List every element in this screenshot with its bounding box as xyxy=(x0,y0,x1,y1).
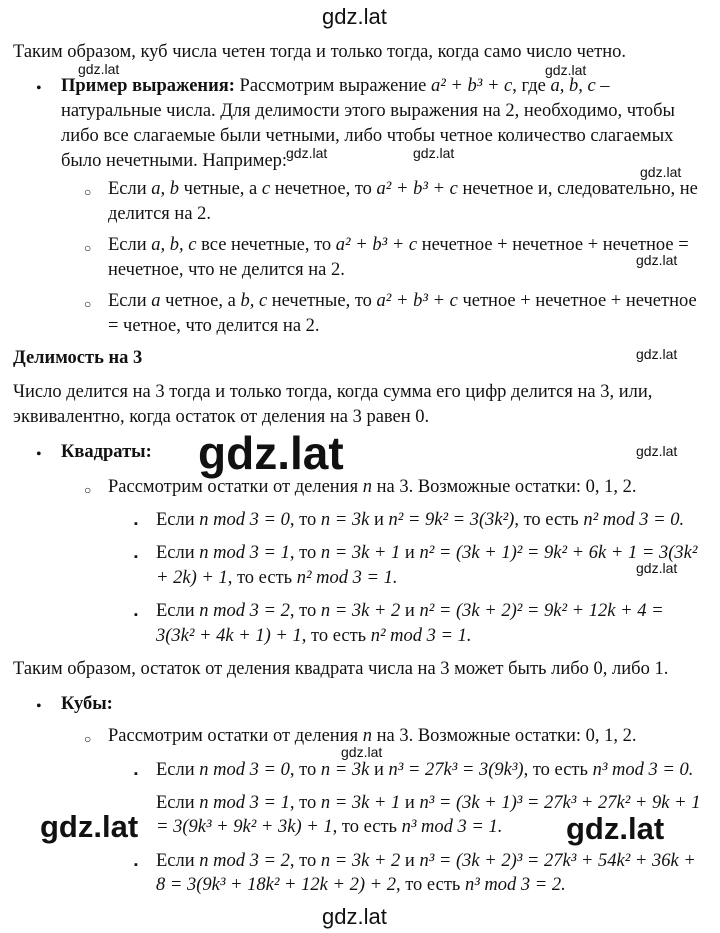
bullet-square: ▪ xyxy=(134,859,138,871)
squares-intro: Рассмотрим остатки от деления n на 3. Возможные остатки: 0, 1, 2. xyxy=(108,477,637,497)
watermark: gdz.lat xyxy=(286,145,328,161)
bullet-circle: ○ xyxy=(84,732,92,746)
watermark: gdz.lat xyxy=(636,252,678,268)
cubes-case-2-cont: 8 = 3(9k³ + 18k² + 12k + 2) + 2, то есть n³ mod 3 = 2. xyxy=(156,875,566,895)
bullet-circle: ○ xyxy=(84,185,92,199)
example-case-1: Если a, b четные, а c нечетное, то a² + b³ + c нечетное и, следовательно, не xyxy=(108,179,698,199)
bullet-circle: ○ xyxy=(84,297,92,311)
squares-case-2-cont: 3(3k² + 4k + 1) + 1, то есть n² mod 3 = 1. xyxy=(156,626,472,646)
watermark: gdz.lat xyxy=(341,744,383,760)
squares-case-2: Если n mod 3 = 2, то n = 3k + 2 и n² = (3k + 2)² = 9k² + 12k + 4 = xyxy=(156,601,664,621)
div3-paragraph-line-1: Число делится на 3 тогда и только тогда, когда сумма его цифр делится на 3, или, xyxy=(13,382,653,402)
bullet-dot: • xyxy=(36,698,42,715)
example-case-3-cont: = четное, что делится на 2. xyxy=(108,316,320,336)
bullet-square: ▪ xyxy=(134,609,138,621)
watermark: gdz.lat xyxy=(636,346,678,362)
watermark: gdz.lat xyxy=(636,443,678,459)
cubes-case-2: Если n mod 3 = 2, то n = 3k + 2 и n³ = (3k + 2)³ = 27k³ + 54k² + 36k + xyxy=(156,851,696,871)
div3-paragraph-line-2: эквивалентно, когда остаток от деления на 3 равен 0. xyxy=(13,407,430,427)
section-heading: Делимость на 3 xyxy=(13,348,143,368)
watermark: gdz.lat xyxy=(636,560,678,576)
example-case-3: Если a четное, а b, c нечетные, то a² + b³ + c четное + нечетное + нечетное xyxy=(108,291,697,311)
watermark: gdz.lat xyxy=(78,61,120,77)
watermark: gdz.lat xyxy=(413,145,455,161)
watermark-large: gdz.lat xyxy=(198,427,344,479)
bullet-square: ▪ xyxy=(134,551,138,563)
squares-label: Квадраты: xyxy=(61,442,152,462)
bullet-dot: • xyxy=(36,80,42,97)
watermark-large: gdz.lat xyxy=(566,811,665,846)
example-line-1: Пример выражения: Рассмотрим выражение a² + b³ + c, где a, b, c – xyxy=(61,76,610,96)
intro-paragraph: Таким образом, куб числа четен тогда и только тогда, когда само число четно. xyxy=(13,42,626,62)
bullet-square: ▪ xyxy=(134,768,138,780)
cubes-label: Кубы: xyxy=(61,694,113,714)
cubes-case-1: Если n mod 3 = 1, то n = 3k + 1 и n³ = (3k + 1)³ = 27k³ + 27k² + 9k + 1 xyxy=(156,793,701,813)
example-case-2: Если a, b, c все нечетные, то a² + b³ + c нечетное + нечетное + нечетное = xyxy=(108,235,689,255)
example-line-3: либо все слагаемые были четными, либо чтобы четное количество слагаемых xyxy=(61,126,674,146)
watermark-top: gdz.lat xyxy=(322,4,387,29)
math-expression: a² + b³ + c xyxy=(431,76,513,96)
watermark-bottom: gdz.lat xyxy=(322,904,387,929)
squares-case-1-cont: + 2k) + 1, то есть n² mod 3 = 1. xyxy=(156,568,398,588)
example-case-1-cont: делится на 2. xyxy=(108,204,212,224)
bullet-dot: • xyxy=(36,446,42,463)
squares-conclusion: Таким образом, остаток от деления квадрата числа на 3 может быть либо 0, либо 1. xyxy=(13,659,669,679)
bullet-circle: ○ xyxy=(84,483,92,497)
example-line-2: натуральные числа. Для делимости этого выражения на 2, необходимо, чтобы xyxy=(61,101,675,121)
watermark: gdz.lat xyxy=(640,164,682,180)
example-line-4: было нечетными. Например: xyxy=(61,151,288,171)
cubes-intro: Рассмотрим остатки от деления n на 3. Возможные остатки: 0, 1, 2. xyxy=(108,726,637,746)
watermark: gdz.lat xyxy=(545,62,587,78)
cubes-case-1-cont: = 3(9k³ + 9k² + 3k) + 1, то есть n³ mod 3 = 1. xyxy=(156,817,503,837)
cubes-case-0: Если n mod 3 = 0, то n = 3k и n³ = 27k³ = 3(9k³), то есть n³ mod 3 = 0. xyxy=(156,760,694,780)
squares-case-1: Если n mod 3 = 1, то n = 3k + 1 и n² = (3k + 1)² = 9k² + 6k + 1 = 3(3k² xyxy=(156,543,698,563)
example-label: Пример выражения: xyxy=(61,76,235,96)
bullet-square: ▪ xyxy=(134,518,138,530)
bullet-circle: ○ xyxy=(84,241,92,255)
watermark-large: gdz.lat xyxy=(40,809,139,844)
example-case-2-cont: нечетное, что не делится на 2. xyxy=(108,260,345,280)
squares-case-0: Если n mod 3 = 0, то n = 3k и n² = 9k² = 3(3k²), то есть n² mod 3 = 0. xyxy=(156,510,685,530)
